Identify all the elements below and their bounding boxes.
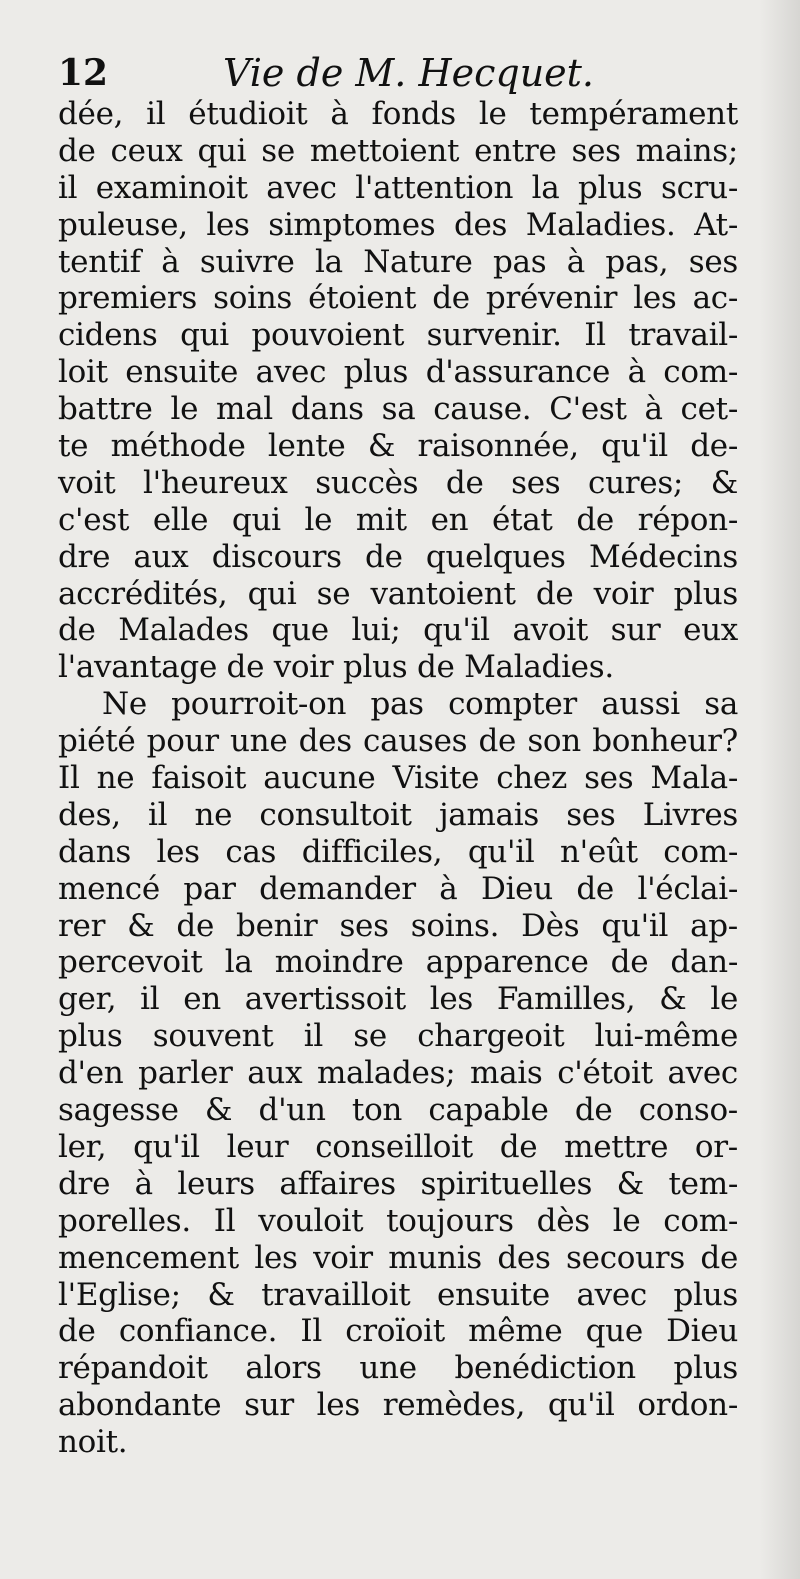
page-edge-shadow <box>760 0 800 1579</box>
text-line: dans les cas difficiles, qu'il n'eût com- <box>58 833 738 870</box>
text-line: Il ne faisoit aucune Visite chez ses Mala- <box>58 760 738 797</box>
text-line: dre aux discours de quelques Médecins <box>58 538 738 575</box>
text-line: Ne pourroit-on pas compter aussi sa <box>102 686 738 723</box>
body-text <box>58 96 738 1461</box>
page-number: 12 <box>58 52 109 94</box>
text-line: dée, il étudioit à fonds le tempérament <box>58 96 738 132</box>
text-line: battre le mal dans sa cause. C'est à cet- <box>58 391 738 428</box>
paragraph-2 <box>58 686 738 1461</box>
text-line: porelles. Il vouloit toujours dès le com- <box>58 1202 738 1239</box>
text-line: de ceux qui se mettoient entre ses mains; <box>58 132 738 169</box>
text-line: répandoit alors une benédiction plus <box>58 1350 738 1387</box>
text-line: ler, qu'il leur conseilloit de mettre or- <box>58 1128 738 1165</box>
text-line: des, il ne consultoit jamais ses Livres <box>58 796 738 833</box>
text-line: ger, il en avertissoit les Familles, & le <box>58 981 738 1018</box>
text-line: d'en parler aux malades; mais c'étoit avec <box>58 1055 738 1092</box>
text-line: l'Eglise; & travailloit ensuite avec plus <box>58 1276 738 1313</box>
text-line: dre à leurs affaires spirituelles & tem- <box>58 1165 738 1202</box>
text-line: noit. <box>58 1424 128 1461</box>
text-line: rer & de benir ses soins. Dès qu'il ap- <box>58 907 738 944</box>
running-title: Vie de M. Hecquet. <box>223 51 595 95</box>
text-line: il examinoit avec l'attention la plus scru- <box>58 169 738 206</box>
text-line: te méthode lente & raisonnée, qu'il de- <box>58 428 738 465</box>
running-head <box>58 50 738 96</box>
text-line: mencement les voir munis des secours de <box>58 1239 738 1276</box>
text-line: tentif à suivre la Nature pas à pas, ses <box>58 243 738 280</box>
text-line: voit l'heureux succès de ses cures; & <box>58 464 738 501</box>
text-line: mencé par demander à Dieu de l'éclai- <box>58 870 738 907</box>
text-line: c'est elle qui le mit en état de répon- <box>58 501 738 538</box>
paragraph-1 <box>58 96 738 686</box>
text-line: accrédités, qui se vantoient de voir plus <box>58 575 738 612</box>
text-line: de Malades que lui; qu'il avoit sur eux <box>58 612 738 649</box>
text-line: l'avantage de voir plus de Maladies. <box>58 649 614 686</box>
text-line: piété pour une des causes de son bonheur? <box>58 723 738 760</box>
text-line: plus souvent il se chargeoit lui-même <box>58 1018 738 1055</box>
text-line: de confiance. Il croïoit même que Dieu <box>58 1313 738 1350</box>
text-line: puleuse, les simptomes des Maladies. At- <box>58 206 738 243</box>
text-line: loit ensuite avec plus d'assurance à com- <box>58 354 738 391</box>
text-line: percevoit la moindre apparence de dan- <box>58 944 738 981</box>
text-line: abondante sur les remèdes, qu'il ordon- <box>58 1387 738 1424</box>
text-line: sagesse & d'un ton capable de conso- <box>58 1092 738 1129</box>
text-line: cidens qui pouvoient survenir. Il travail- <box>58 317 738 354</box>
text-line: premiers soins étoient de prévenir les ac- <box>58 280 738 317</box>
